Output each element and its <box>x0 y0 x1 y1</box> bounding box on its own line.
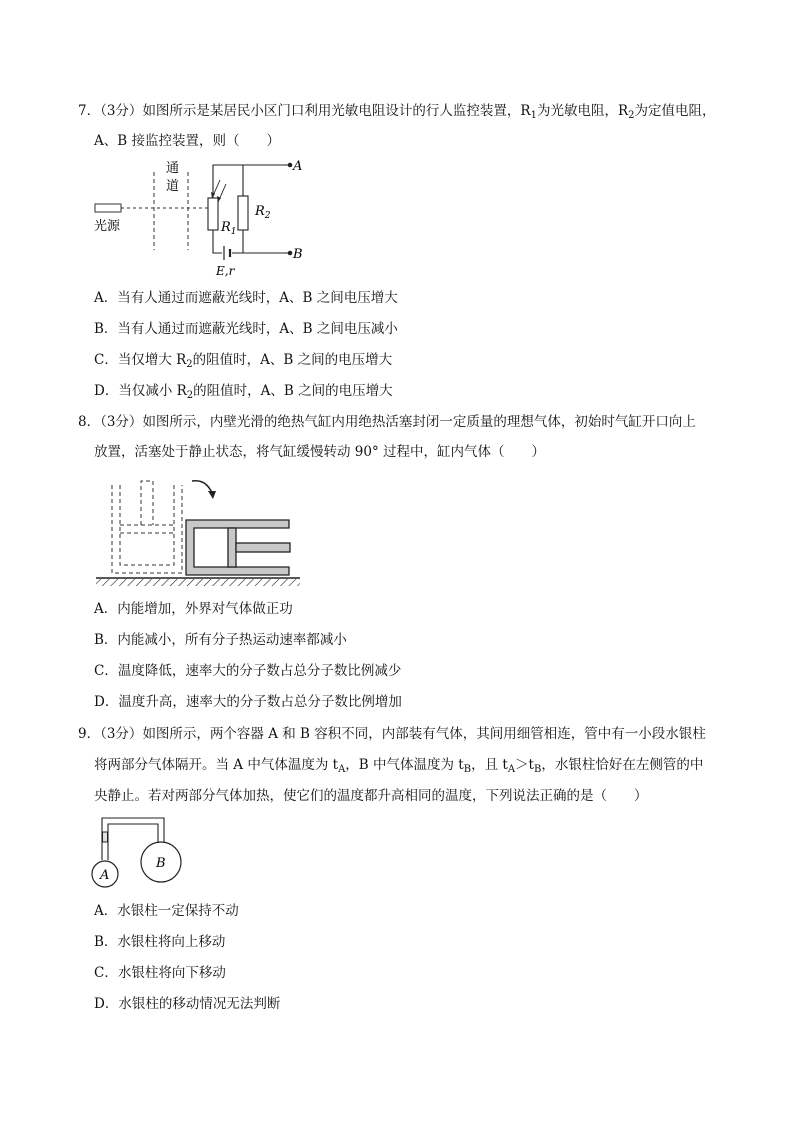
q7-stem-sub1: 1 <box>530 110 537 121</box>
q7-option-b: B．当有人通过而遮蔽光线时，A、B 之间电压减小 <box>94 321 398 337</box>
q9-stem-l2-d: ＞t <box>515 757 534 773</box>
q7-option-d <box>94 381 393 401</box>
q7-option-d-pre: D．当仅减小 R <box>94 383 187 399</box>
q7-r1-label: $R_1$ <box>221 220 237 237</box>
q8-stem-line1 <box>78 412 696 432</box>
q9-containers-figure <box>92 816 192 894</box>
q7-terminal-a <box>288 163 293 168</box>
q9-stem-line3: 央静止。若对两部分气体加热，使它们的温度都升高相同的温度，下列说法正确的是（ ） <box>94 788 648 804</box>
q7-number: 7． <box>78 103 101 119</box>
q9-stem-l2-c: ，且 t <box>471 757 508 773</box>
q9-option-c: C．水银柱将向下移动 <box>94 965 226 981</box>
q7-stem-sub2: 2 <box>628 110 635 121</box>
q7-stem-text-a: 如图所示是某居民小区门口利用光敏电阻设计的行人监控装置，R <box>142 103 531 119</box>
q8-number: 8． <box>78 414 101 430</box>
q8-cylinder-figure <box>94 475 309 587</box>
q9-sub-a2: A <box>507 764 516 775</box>
q7-battery-label: E,r <box>216 264 235 278</box>
q7-option-c-sub: 2 <box>186 359 193 370</box>
q9-sub-b: B <box>463 764 472 775</box>
q7-option-c-pre: C．当仅增大 R <box>94 352 187 368</box>
q8-dashed-piston <box>120 525 174 533</box>
q7-r2-label: $R_2$ <box>255 204 271 221</box>
q7-stem-text-c: 为定值电阻， <box>634 103 716 119</box>
q7-wire-top <box>213 165 290 198</box>
q8-piston <box>228 528 236 567</box>
q9-number: 9． <box>78 726 101 742</box>
q8-dashed-piston-rod <box>141 481 153 525</box>
q7-r1-resistor <box>208 198 218 230</box>
q8-option-a: A．内能增加，外界对气体做正功 <box>94 601 293 617</box>
q9-container-a-label: A <box>100 868 110 883</box>
q7-light-source-label: 光源 <box>94 219 121 234</box>
q7-r2-resistor <box>238 196 248 230</box>
q9-container-b-label: B <box>156 856 166 871</box>
q7-option-d-post: 的阻值时，A、B 之间的电压增大 <box>193 383 393 399</box>
q9-stem-l2-b: ，B 中气体温度为 t <box>345 757 464 773</box>
q8-piston-rod <box>236 543 290 552</box>
q7-option-a: A．当有人通过而遮蔽光线时，A、B 之间电压增大 <box>94 290 398 306</box>
q8-stem-text: 如图所示，内壁光滑的绝热气缸内用绝热活塞封闭一定质量的理想气体，初始时气缸开口向上 <box>142 414 696 430</box>
q8-option-c: C．温度降低，速率大的分子数占总分子数比例减少 <box>94 663 402 679</box>
q7-stem-line1 <box>78 101 716 121</box>
q7-stem-line2: A、B 接监控装置，则（ ） <box>94 133 280 149</box>
q9-mercury-column <box>103 832 108 842</box>
q8-ground-hatch <box>96 579 300 586</box>
q9-option-a: A．水银柱一定保持不动 <box>94 903 239 919</box>
q9-sub-a: A <box>338 764 346 775</box>
q9-stem-line2 <box>94 755 703 775</box>
q8-option-b: B．内能减小，所有分子热运动速率都减小 <box>94 632 347 648</box>
q7-terminal-a-label: A <box>293 159 303 174</box>
q9-stem-l2-a: 将两部分气体隔开。当 A 中气体温度为 t <box>94 757 339 773</box>
q9-stem-line1 <box>78 724 706 744</box>
q7-terminal-b-label: B <box>293 247 303 262</box>
q7-light-source-body <box>95 204 121 212</box>
q9-option-d: D．水银柱的移动情况无法判断 <box>94 996 281 1012</box>
q7-channel-label-top: 通 <box>166 161 180 176</box>
q8-option-d: D．温度升高，速率大的分子数占总分子数比例增加 <box>94 694 402 710</box>
q9-stem-l2-e: ，水银柱恰好在左侧管的中 <box>541 757 704 773</box>
q7-score: （3分） <box>100 103 143 119</box>
q9-option-b: B．水银柱将向上移动 <box>94 934 226 950</box>
q9-score: （3分） <box>100 726 143 742</box>
q7-option-d-sub: 2 <box>186 390 194 401</box>
q8-dashed-cylinder <box>112 485 182 573</box>
q9-sub-b2: B <box>533 764 542 775</box>
q7-option-c-post: 的阻值时，A、B 之间的电压增大 <box>192 352 393 368</box>
q8-stem-line2: 放置，活塞处于静止状态，将气缸缓慢转动 90° 过程中，缸内气体（ ） <box>94 444 546 460</box>
q8-score: （3分） <box>100 414 143 430</box>
q7-terminal-b <box>288 251 293 256</box>
q9-stem-text: 如图所示，两个容器 A 和 B 容积不同，内部装有气体，其间用细管相连，管中有一小段水银柱 <box>142 726 706 742</box>
q7-channel-label-bottom: 道 <box>166 179 180 194</box>
q7-option-c <box>94 350 392 370</box>
q7-stem-text-b: 为光敏电阻，R <box>536 103 629 119</box>
q7-circuit-figure <box>90 158 320 278</box>
